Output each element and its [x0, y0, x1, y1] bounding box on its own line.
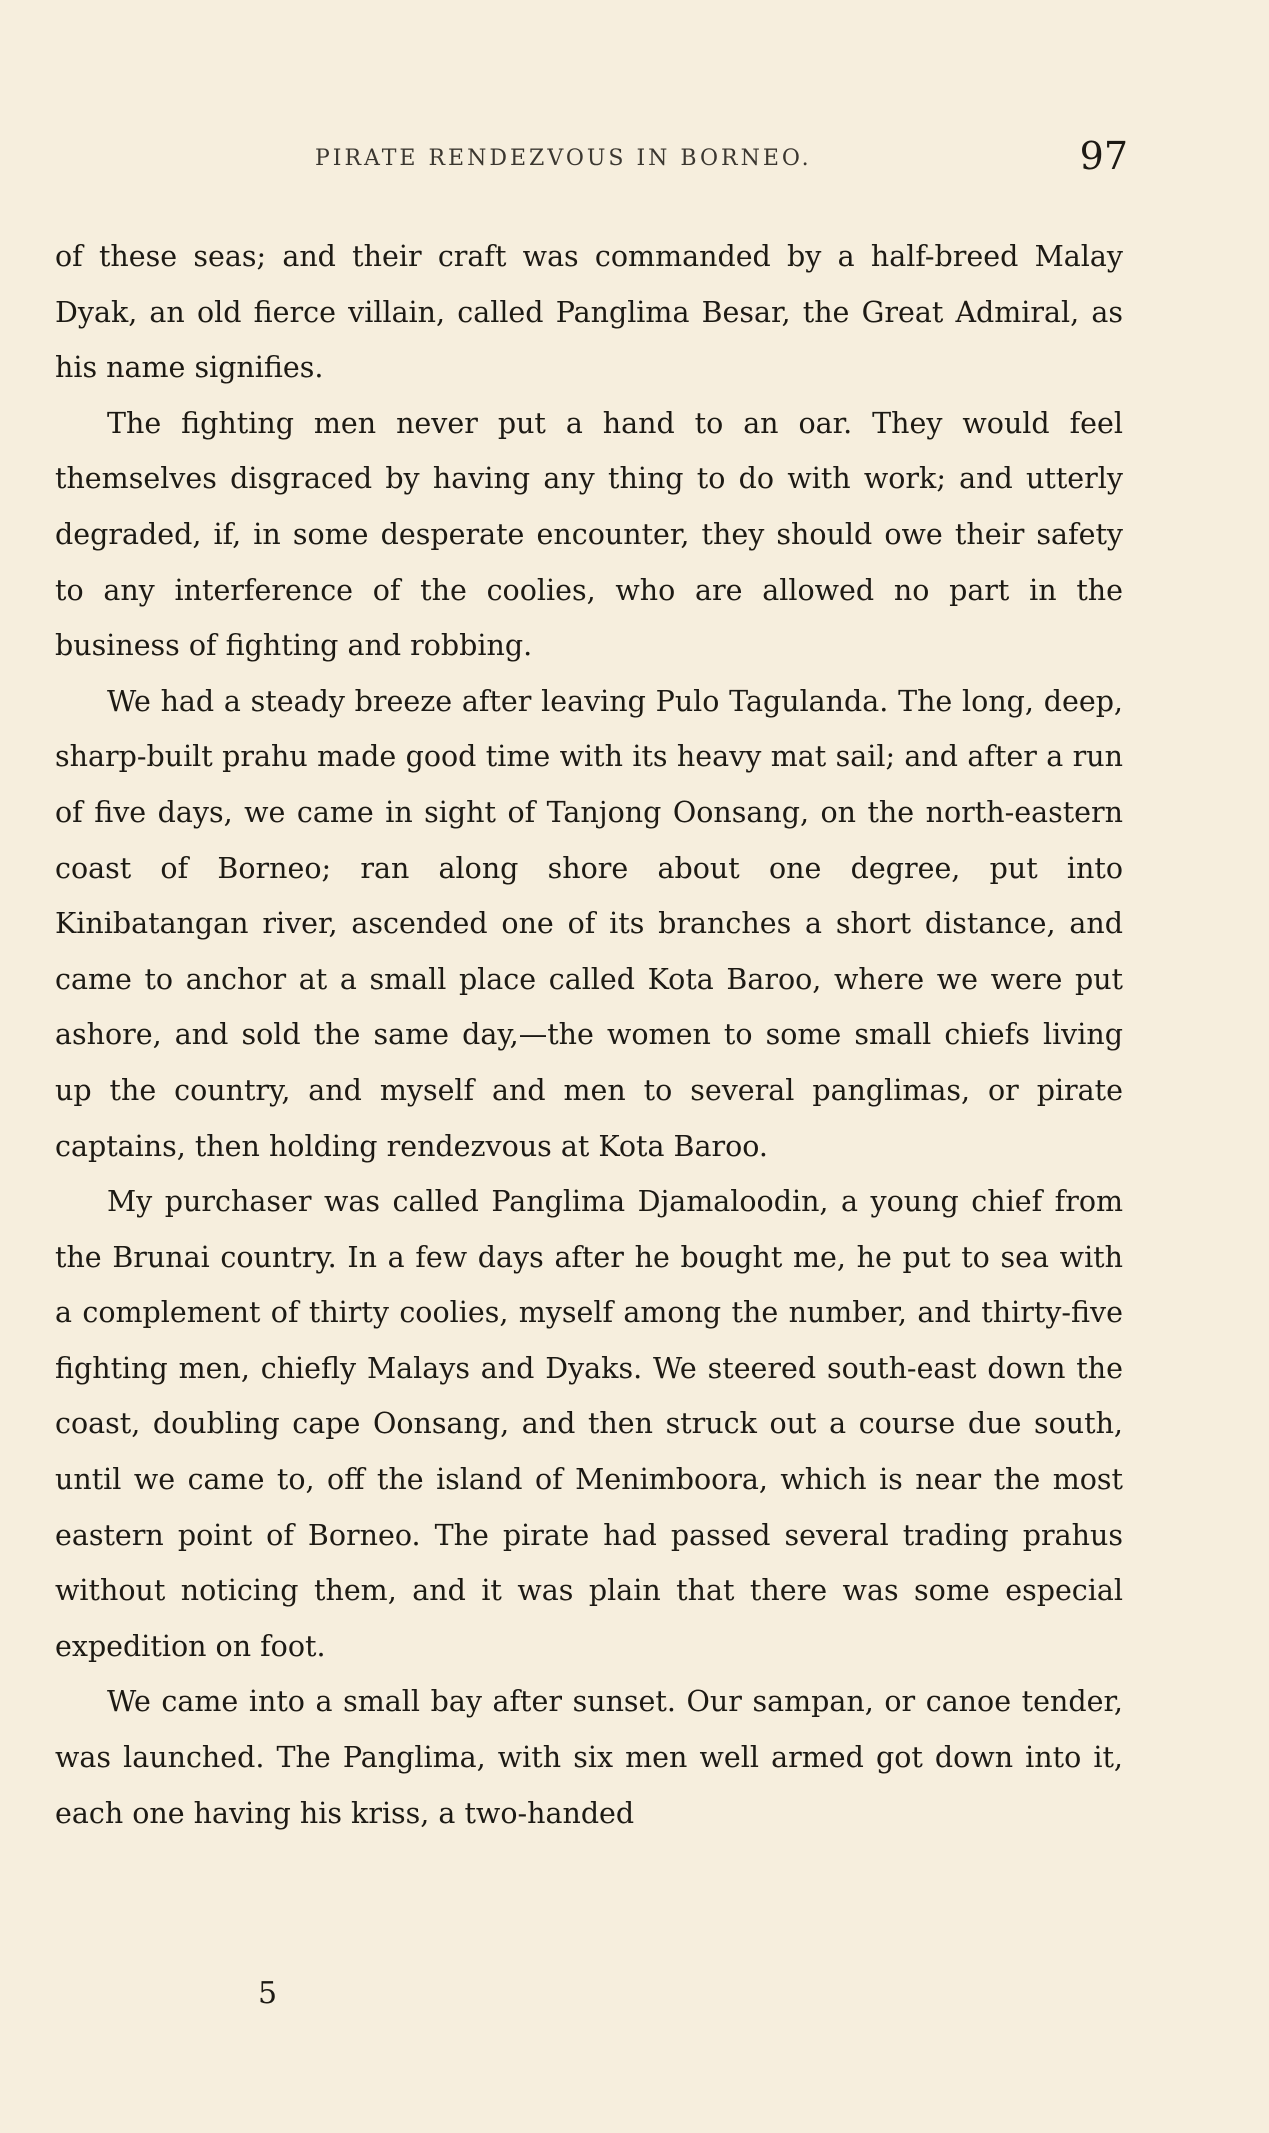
body-text: [55, 229, 1123, 1841]
paragraph-1: of these seas; and their craft was commanded by a half-breed Malay Dyak, an old fierce villain, called Panglima Besar, the Great Admiral, as his name signifies.: [55, 240, 1123, 385]
signature-mark: 5: [258, 1976, 278, 2011]
paragraph-3: We had a steady breeze after leaving Pulo Tagulanda. The long, deep, sharp-built prahu made good time with its heavy mat sail; and after a run of five days, we came in sight of Tanjong Oonsang, on the north-eastern coast of Borneo; ran along shore about one degree, put into Kinibatangan river, ascended one of its branches a short distance, and came to anchor at a small place called Kota Baroo, where we were put ashore, and sold the same day,—the women to some small chiefs living up the country, and myself and men to several panglimas, or pirate captains, then holding rendezvous at Kota Baroo.: [55, 684, 1123, 1163]
running-title: PIRATE RENDEZVOUS IN BORNEO.: [315, 146, 812, 171]
paragraph-4: My purchaser was called Panglima Djamaloodin, a young chief from the Brunai country. In a few days after he bought me, he put to sea with a complement of thirty coolies, myself among the number, and thirty-five fighting men, chiefly Malays and Dyaks. We steered south-east down the coast, doubling cape Oonsang, and then struck out a course due south, until we came to, off the island of Menimboora, which is near the most eastern point of Borneo. The pirate had passed several trading prahus without noticing them, and it was plain that there was some especial expedition on foot.: [55, 1185, 1123, 1663]
paragraph-5: We came into a small bay after sunset. Our sampan, or canoe tender, was launched. The Panglima, with six men well armed got down into it, each one having his kriss, a two-handed: [55, 1685, 1123, 1830]
paragraph-2: The fighting men never put a hand to an oar. They would feel themselves disgraced by having any thing to do with work; and utterly degraded, if, in some desperate encounter, they should owe their safety to any interference of the coolies, who are allowed no part in the business of fighting and robbing.: [55, 406, 1123, 663]
running-head: [0, 134, 1128, 190]
page-number: 97: [1079, 134, 1128, 178]
